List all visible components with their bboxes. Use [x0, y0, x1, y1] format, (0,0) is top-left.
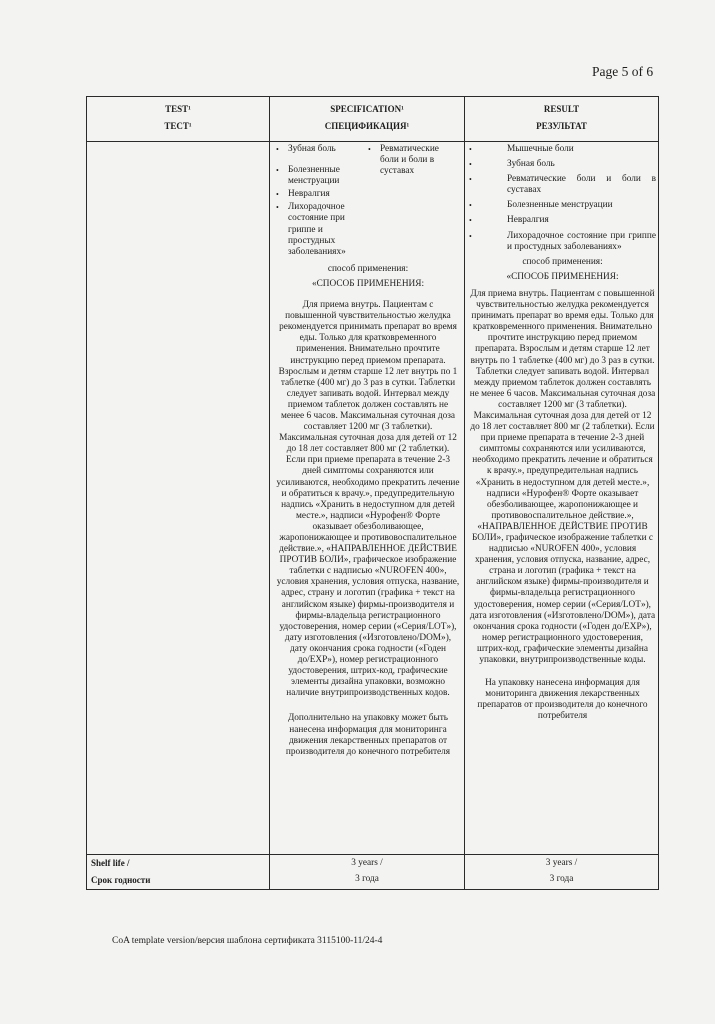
bullet-icon: •: [276, 145, 279, 154]
result-method-label: способ применения:: [522, 256, 603, 267]
list-item: • Болезненные менструации: [276, 165, 340, 187]
bullet-icon: •: [469, 160, 472, 170]
page-number: Page 5 of 6: [592, 64, 654, 79]
header-result: [465, 97, 659, 142]
bullet-icon: •: [276, 203, 279, 213]
template-version-footer: CoA template version/версия шаблона сертификата 3115100-11/24-4: [112, 936, 383, 946]
header-spec-en: SPECIFICATION¹: [330, 104, 404, 114]
shelf-life-spec-cell: [270, 855, 465, 890]
spec-method-heading: «СПОСОБ ПРИМЕНЕНИЯ:: [311, 278, 425, 289]
spec-bullet-list: [276, 144, 460, 260]
bullet-icon: •: [276, 166, 279, 176]
spec-body-text: Для приема внутрь. Пациентам с повышенной чувствительностью желудка рекомендуется принимать препарат во время еды. Только для кратковременного применения. Внимательно прочтите инструкцию перед приемом препарата. Взрослым и детям старше 12 лет внутрь по 1 таблетке (400 мг) до 3 раз в сутки. Таблетки следует запивать водой. Интервал между приемом таблеток должен составлять не менее 6 часов. Максимальная суточная доза составляет 1200 мг (3 таблетки). Максимальная суточная доза для детей от 12 до 18 лет составляет 800 мг (2 таблетки). Если при приеме препарата в течение 2-3 дней симптомы сохраняются или усиливаются, необходимо прекратить лечение и обратиться к врачу.», предупредительную надпись «Хранить в недоступном для детей месте.», надписи «Нурофен® Форте оказывает обезболивающее, жаропонижающее и противовоспалительное действие.», «НАПРАВЛЕННОЕ ДЕЙСТВИЕ ПРОТИВ БОЛИ», графическое изображение таблетки с надписью «NUROFEN 400», условия хранения, условия отпуска, название, адрес, страну и логотип (графика + текст на английском языке) фирмы-производителя и фирмы-владельца регистрационного удостоверения, номер серии («Серия/LOT»), дату изготовления («Изготовлено/DOM»), дату окончания срока годности («Годен до/EXP»), номер регистрационного удостоверения, штрих-код, графические элементы дизайна упаковки, возможно наличие внутрипроизводственных кодов.: [276, 300, 460, 699]
bullet-icon: •: [469, 231, 472, 241]
shelf-life-test-cell: [87, 855, 270, 890]
bullet-icon: •: [469, 201, 472, 211]
list-item: • Лихорадочное состояние при гриппе и простудных заболеваниях»: [276, 202, 346, 257]
bullet-icon: •: [469, 145, 472, 154]
header-result-ru: РЕЗУЛЬТАТ: [536, 121, 587, 131]
labelling-test-cell: [87, 142, 270, 855]
list-item: • Болезненные менструации: [469, 200, 613, 211]
shelf-life-spec-en: 3 years /: [351, 858, 383, 868]
spec-method-label: способ применения:: [327, 263, 409, 274]
list-item: • Зубная боль: [469, 159, 555, 170]
list-item: • Ревматические боли и боли в суставах: [469, 174, 656, 196]
result-extra-text: На упаковку нанесена информация для мониторинга движения лекарственных препаратов от производителя до конечного потребителя: [477, 678, 648, 722]
list-item: • Мышечные боли: [469, 144, 574, 154]
result-bullet-list: [469, 144, 656, 253]
shelf-life-label-ru: Срок годности: [91, 875, 151, 885]
shelf-life-result-ru: 3 года: [549, 874, 574, 884]
header-test: [87, 97, 270, 142]
header-result-en: RESULT: [543, 104, 580, 114]
list-item: • Зубная боль: [276, 144, 336, 154]
specification-table: [86, 96, 659, 890]
shelf-life-spec-ru: 3 года: [355, 874, 379, 884]
result-method-heading: «СПОСОБ ПРИМЕНЕНИЯ:: [506, 271, 619, 282]
bullet-icon: •: [276, 190, 279, 200]
labelling-spec-cell: [270, 142, 465, 855]
header-test-ru: ТЕСТ¹: [164, 121, 192, 131]
list-item: • Ревматические боли и боли в суставах: [368, 144, 439, 177]
bullet-icon: •: [469, 216, 472, 226]
header-specification: [270, 97, 465, 142]
shelf-life-result-cell: [465, 855, 659, 890]
spec-extra-text: Дополнительно на упаковку может быть нанесена информация для мониторинга движения лекарственных препаратов от производителя до конечного потребителя: [285, 713, 451, 757]
header-spec-ru: СПЕЦИФИКАЦИЯ¹: [324, 121, 410, 131]
result-body-text: Для приема внутрь. Пациентам с повышенной чувствительностью желудка рекомендуется принимать препарат во время еды. Только для кратковременного применения. Внимательно прочтите инструкцию перед приемом препарата. Взрослым и детям старше 12 лет внутрь по 1 таблетке (400 мг) до 3 раз в сутки. Таблетки следует запивать водой. Интервал между приемом таблеток должен составлять не менее 6 часов. Максимальная суточная доза составляет 1200 мг (3 таблетки). Максимальная суточная доза для детей от 12 до 18 лет составляет 800 мг (2 таблетки). Если при приеме препарата в течение 2-3 дней симптомы сохраняются или усиливаются, необходимо прекратить лечение и обратиться к врачу.», предупредительная надпись «Хранить в недоступном для детей месте.», надписи «Нурофен® Форте оказывает обезболивающее, жаропонижающее и противовоспалительное действие.», «НАПРАВЛЕННОЕ ДЕЙСТВИЕ ПРОТИВ БОЛИ», графическое изображение таблетки с надписью «NUROFEN 400», условия хранения, условия отпуска, название, адрес, страна и логотип (графика + текст на английском языке) фирмы-производителя и фирмы-владельца регистрационного удостоверения, номер серии («Серия/LOT»), дата изготовления («Изготовлено/DOM»), дата окончания срока годности («Годен до/EXP»), номер регистрационного удостоверения, штрих-код, графические элементы дизайна упаковки, внутрипроизводственные коды.: [469, 288, 656, 666]
shelf-life-row: [87, 855, 659, 890]
list-item: • Лихорадочное состояние при гриппе и простудных заболеваниях»: [469, 230, 656, 252]
labelling-result-cell: [465, 142, 659, 855]
shelf-life-label-en: Shelf life /: [91, 858, 130, 868]
bullet-icon: •: [469, 175, 472, 185]
shelf-life-result-en: 3 years /: [545, 858, 578, 868]
labelling-row: [87, 142, 659, 855]
list-item: • Невралгия: [276, 189, 330, 200]
header-test-en: TEST¹: [165, 104, 191, 114]
bullet-icon: •: [368, 145, 371, 154]
header-row: [87, 97, 659, 142]
list-item: • Невралгия: [469, 215, 549, 226]
